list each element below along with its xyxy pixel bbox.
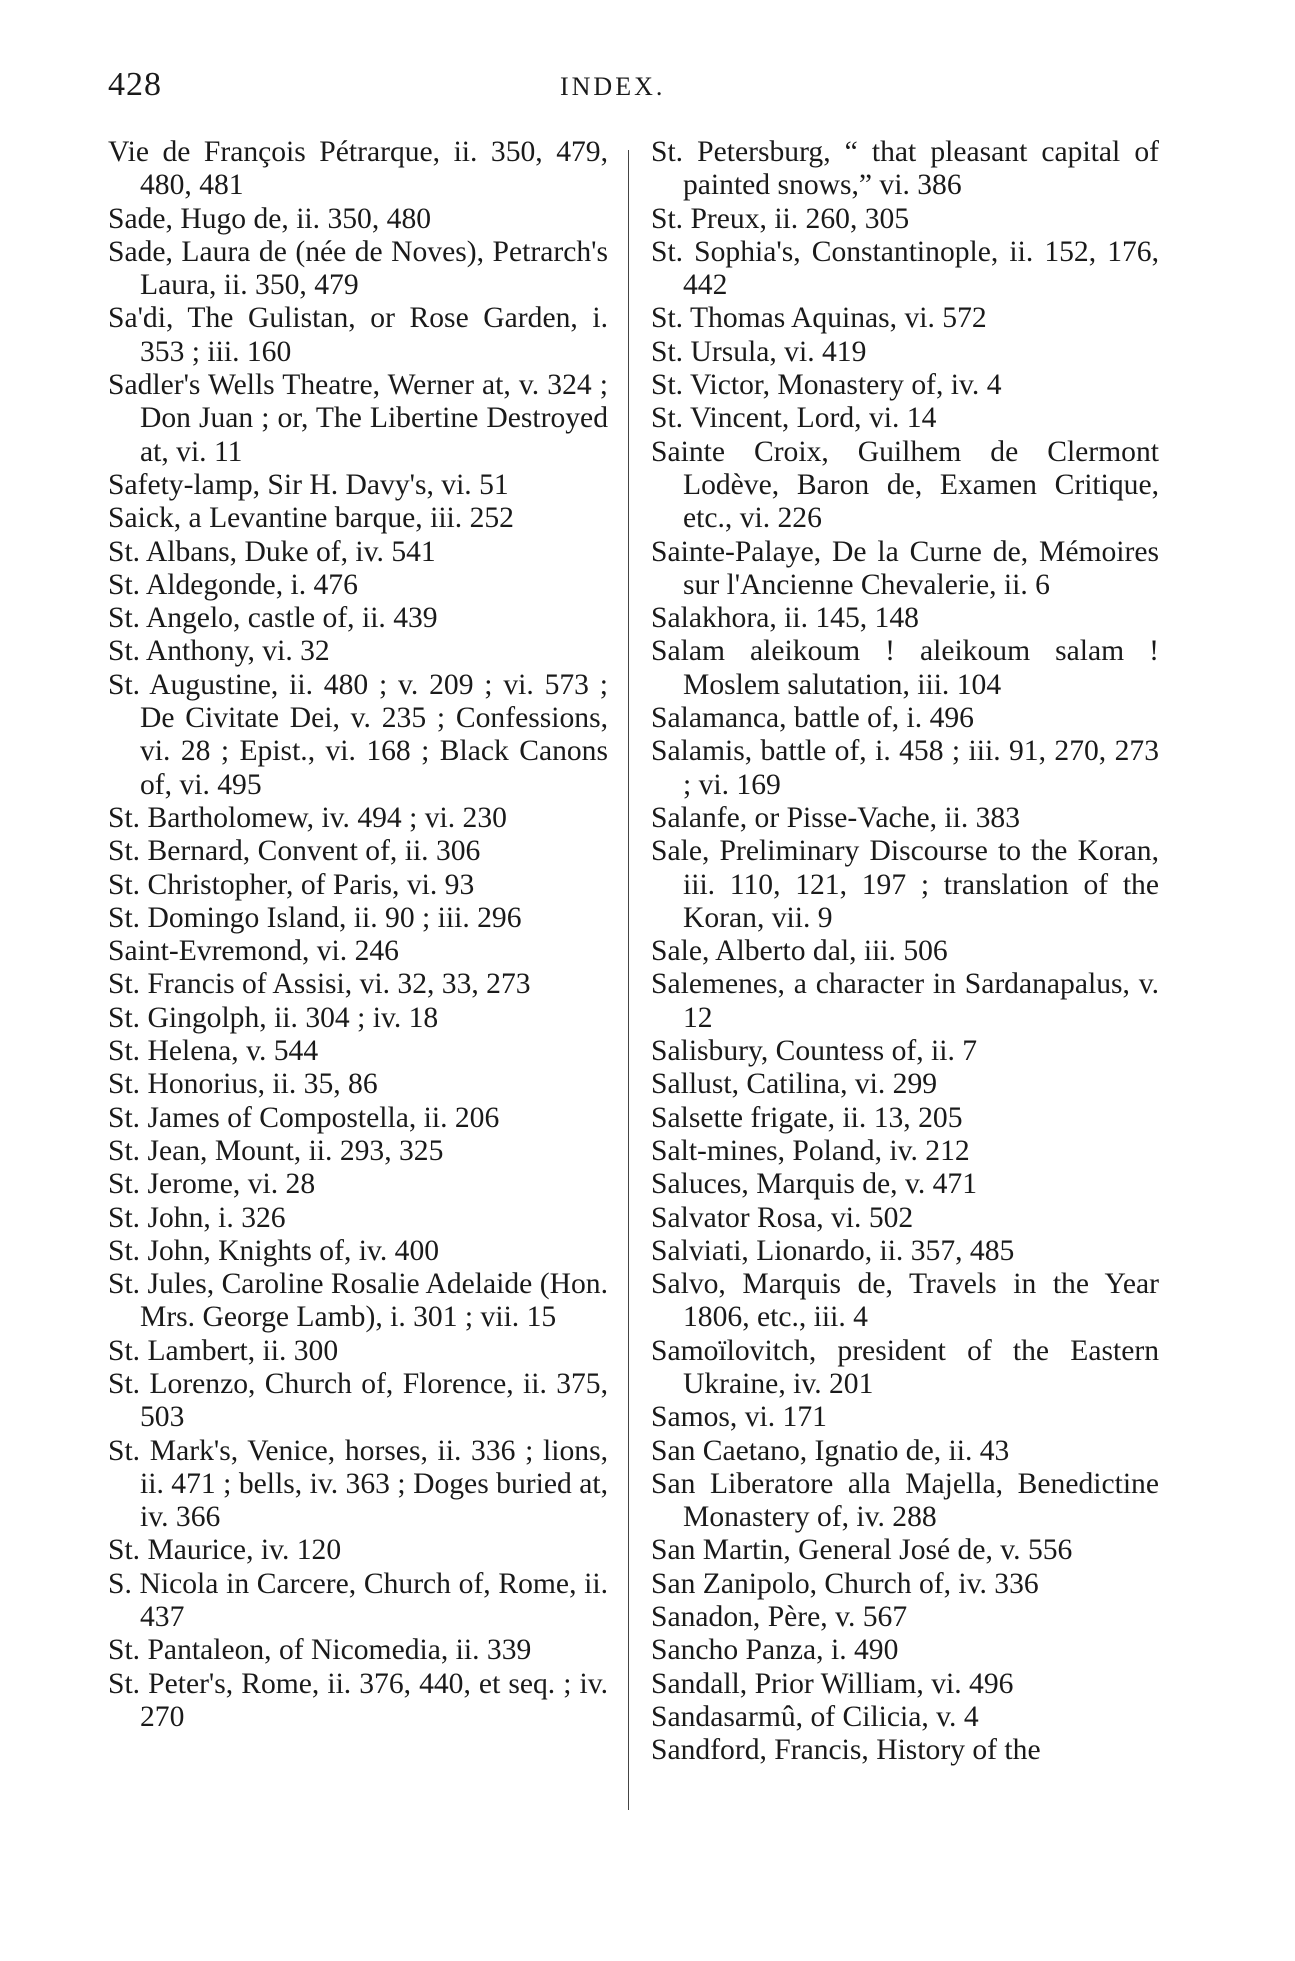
index-entry: [108, 869, 608, 902]
index-entry: [651, 1634, 1159, 1667]
entry-text: St. Preux, ii. 260, 305: [651, 202, 910, 235]
entry-text: St. Jerome, vi. 28: [108, 1168, 316, 1201]
index-entry: [651, 1668, 1159, 1701]
index-entry: [651, 1035, 1159, 1068]
entry-text: Samoïlovitch, president of the Eastern Ukraine, iv. 201: [651, 1334, 1159, 1400]
index-entry: [108, 802, 608, 835]
entry-text: St. Maurice, iv. 120: [108, 1534, 342, 1567]
index-entry: [651, 1335, 1159, 1402]
entry-text: Salamis, battle of, i. 458 ; iii. 91, 270, 273 ; vi. 169: [651, 735, 1159, 801]
index-entry: [108, 502, 608, 535]
index-entry: [651, 935, 1159, 968]
index-entry: [651, 635, 1159, 702]
index-entry: [651, 1168, 1159, 1201]
entry-text: St. Thomas Aquinas, vi. 572: [651, 302, 987, 335]
index-entry: [651, 735, 1159, 802]
index-entry: [651, 369, 1159, 402]
entry-text: St. Jules, Caroline Rosalie Adelaide (Hon. Mrs. George Lamb), i. 301 ; vii. 15: [108, 1268, 608, 1334]
entry-text: St. Albans, Duke of, iv. 541: [108, 535, 436, 568]
index-entry: [108, 203, 608, 236]
index-entry: [108, 1634, 608, 1667]
entry-text: Sandasarmû, of Cilicia, v. 4: [651, 1700, 979, 1733]
index-entry: [108, 1435, 608, 1535]
entry-text: Saint-Evremond, vi. 246: [108, 935, 399, 968]
entry-text: St. Domingo Island, ii. 90 ; iii. 296: [108, 901, 522, 934]
entry-text: St. Francis of Assisi, vi. 32, 33, 273: [108, 968, 531, 1001]
index-entry: [651, 302, 1159, 335]
entry-text: Sandall, Prior William, vi. 496: [651, 1667, 1014, 1700]
index-entry: [651, 1734, 1159, 1767]
entry-text: Salakhora, ii. 145, 148: [651, 602, 919, 635]
entry-text: Sade, Hugo de, ii. 350, 480: [108, 202, 432, 235]
index-entry: [108, 669, 608, 802]
index-entry: [651, 203, 1159, 236]
index-entry: [651, 402, 1159, 435]
entry-text: San Zanipolo, Church of, iv. 336: [651, 1567, 1039, 1600]
index-entry: [108, 1368, 608, 1435]
index-entry: [108, 602, 608, 635]
entry-text: Salvo, Marquis de, Travels in the Year 1806, etc., iii. 4: [651, 1268, 1159, 1334]
index-column-right: [651, 136, 1159, 1768]
entry-text: Sale, Alberto dal, iii. 506: [651, 935, 948, 968]
index-entry: [108, 369, 608, 469]
entry-text: Salemenes, a character in Sardanapalus, v. 12: [651, 968, 1159, 1034]
entry-text: Salanfe, or Pisse-Vache, ii. 383: [651, 801, 1021, 834]
index-entry: [651, 536, 1159, 603]
index-entry: [651, 336, 1159, 369]
index-entry: [108, 136, 608, 203]
entry-text: Salt-mines, Poland, iv. 212: [651, 1134, 970, 1167]
index-entry: [651, 968, 1159, 1035]
entry-text: Sade, Laura de (née de Noves), Petrarch's Laura, ii. 350, 479: [108, 235, 608, 302]
index-entry: [108, 635, 608, 668]
index-entry: [651, 602, 1159, 635]
entry-text: St. Bartholomew, iv. 494 ; vi. 230: [108, 801, 507, 834]
index-entry: [108, 968, 608, 1001]
index-entry: [108, 1002, 608, 1035]
index-entry: [108, 835, 608, 868]
index-entry: [651, 1202, 1159, 1235]
entry-text: Saluces, Marquis de, v. 471: [651, 1168, 978, 1201]
index-entry: [651, 835, 1159, 935]
entry-text: St. John, i. 326: [108, 1201, 286, 1234]
index-entry: [108, 1235, 608, 1268]
entry-text: Salamanca, battle of, i. 496: [651, 702, 974, 735]
page-number: 428: [108, 66, 162, 103]
entry-text: Salvator Rosa, vi. 502: [651, 1201, 914, 1234]
entry-text: St. Peter's, Rome, ii. 376, 440, et seq. ; iv. 270: [108, 1667, 608, 1733]
entry-text: Samos, vi. 171: [651, 1401, 827, 1434]
entry-text: St. Lambert, ii. 300: [108, 1334, 339, 1367]
index-entry: [108, 236, 608, 303]
entry-text: St. Gingolph, ii. 304 ; iv. 18: [108, 1001, 439, 1034]
entry-text: S. Nicola in Carcere, Church of, Rome, ii. 437: [108, 1567, 608, 1634]
entry-text: St. Mark's, Venice, horses, ii. 336 ; lions, ii. 471 ; bells, iv. 363 ; Doges buried at, iv. 366: [108, 1434, 608, 1534]
index-entry: [651, 1435, 1159, 1468]
entry-text: Saick, a Levantine barque, iii. 252: [108, 502, 514, 535]
entry-text: Safety-lamp, Sir H. Davy's, vi. 51: [108, 468, 509, 501]
index-entry: [108, 1168, 608, 1201]
entry-text: St. Sophia's, Constantinople, ii. 152, 176, 442: [651, 235, 1159, 302]
index-entry: [108, 1135, 608, 1168]
index-entry: [651, 1102, 1159, 1135]
entry-text: St. Aldegonde, i. 476: [108, 568, 358, 601]
index-entry: [108, 302, 608, 369]
entry-text: St. Anthony, vi. 32: [108, 635, 330, 668]
entry-text: San Liberatore alla Majella, Benedictine Monastery of, iv. 288: [651, 1467, 1159, 1534]
entry-text: Sadler's Wells Theatre, Werner at, v. 324 ; Don Juan ; or, The Libertine Destroyed at, vi. 11: [108, 369, 608, 468]
column-divider: [628, 150, 629, 1810]
entry-text: St. Petersburg, “ that pleasant capital of painted snows,” vi. 386: [651, 136, 1159, 202]
index-entry: [108, 1668, 608, 1735]
entry-text: St. Vincent, Lord, vi. 14: [651, 402, 937, 435]
index-entry: [108, 536, 608, 569]
index-entry: [651, 1701, 1159, 1734]
entry-text: Salviati, Lionardo, ii. 357, 485: [651, 1234, 1015, 1267]
entry-text: Sainte Croix, Guilhem de Clermont Lodève, Baron de, Examen Critique, etc., vi. 226: [651, 435, 1159, 535]
entry-text: Sallust, Catilina, vi. 299: [651, 1068, 938, 1101]
index-entry: [108, 469, 608, 502]
entry-text: Vie de François Pétrarque, ii. 350, 479, 480, 481: [108, 136, 608, 202]
entry-text: Sainte-Palaye, De la Curne de, Mémoires sur l'Ancienne Chevalerie, ii. 6: [651, 535, 1159, 601]
entry-text: Sanadon, Père, v. 567: [651, 1601, 908, 1634]
entry-text: St. Victor, Monastery of, iv. 4: [651, 369, 1002, 402]
entry-text: Salam aleikoum ! aleikoum salam ! Moslem salutation, iii. 104: [651, 635, 1159, 701]
index-entry: [108, 1268, 608, 1335]
index-entry: [651, 1068, 1159, 1101]
entry-text: St. Helena, v. 544: [108, 1035, 319, 1068]
index-entry: [651, 1534, 1159, 1567]
index-entry: [651, 1468, 1159, 1535]
entry-text: St. Honorius, ii. 35, 86: [108, 1068, 378, 1101]
entry-text: St. Angelo, castle of, ii. 439: [108, 602, 438, 635]
entry-text: St. Augustine, ii. 480 ; v. 209 ; vi. 573 ; De Civitate Dei, v. 235 ; Confessions, vi. 28 ; Epist., vi. 168 ; Black Canons of, vi. 495: [108, 668, 608, 801]
index-entry: [108, 935, 608, 968]
entry-text: St. Ursula, vi. 419: [651, 335, 867, 368]
index-entry: [651, 236, 1159, 303]
index-entry: [108, 1568, 608, 1635]
entry-text: St. Jean, Mount, ii. 293, 325: [108, 1134, 444, 1167]
entry-text: Salisbury, Countess of, ii. 7: [651, 1035, 978, 1068]
entry-text: San Caetano, Ignatio de, ii. 43: [651, 1434, 1010, 1467]
index-entry: [651, 1568, 1159, 1601]
index-entry: [651, 436, 1159, 536]
entry-text: St. John, Knights of, iv. 400: [108, 1234, 440, 1267]
index-entry: [651, 1268, 1159, 1335]
entry-text: Salsette frigate, ii. 13, 205: [651, 1101, 963, 1134]
entry-text: Sandford, Francis, History of the: [651, 1734, 1041, 1767]
entry-text: St. Christopher, of Paris, vi. 93: [108, 868, 475, 901]
entry-text: St. Bernard, Convent of, ii. 306: [108, 835, 481, 868]
entry-text: Sa'di, The Gulistan, or Rose Garden, i. 353 ; iii. 160: [108, 302, 608, 368]
index-entry: [651, 1401, 1159, 1434]
entry-text: Sancho Panza, i. 490: [651, 1634, 899, 1667]
entry-text: St. James of Compostella, ii. 206: [108, 1101, 500, 1134]
index-entry: [108, 1534, 608, 1567]
index-entry: [651, 136, 1159, 203]
index-entry: [651, 1601, 1159, 1634]
index-entry: [651, 802, 1159, 835]
index-entry: [651, 702, 1159, 735]
index-entry: [108, 1102, 608, 1135]
entry-text: St. Lorenzo, Church of, Florence, ii. 375, 503: [108, 1367, 608, 1434]
entry-text: Sale, Preliminary Discourse to the Koran, iii. 110, 121, 197 ; translation of the Koran, vii. 9: [651, 835, 1159, 934]
index-column-left: [108, 136, 608, 1734]
entry-text: San Martin, General José de, v. 556: [651, 1534, 1073, 1567]
index-entry: [108, 902, 608, 935]
index-entry: [108, 569, 608, 602]
index-entry: [651, 1235, 1159, 1268]
index-entry: [108, 1202, 608, 1235]
index-entry: [108, 1335, 608, 1368]
entry-text: St. Pantaleon, of Nicomedia, ii. 339: [108, 1634, 532, 1667]
index-entry: [108, 1068, 608, 1101]
index-entry: [108, 1035, 608, 1068]
index-entry: [651, 1135, 1159, 1168]
running-head: INDEX.: [560, 72, 666, 101]
